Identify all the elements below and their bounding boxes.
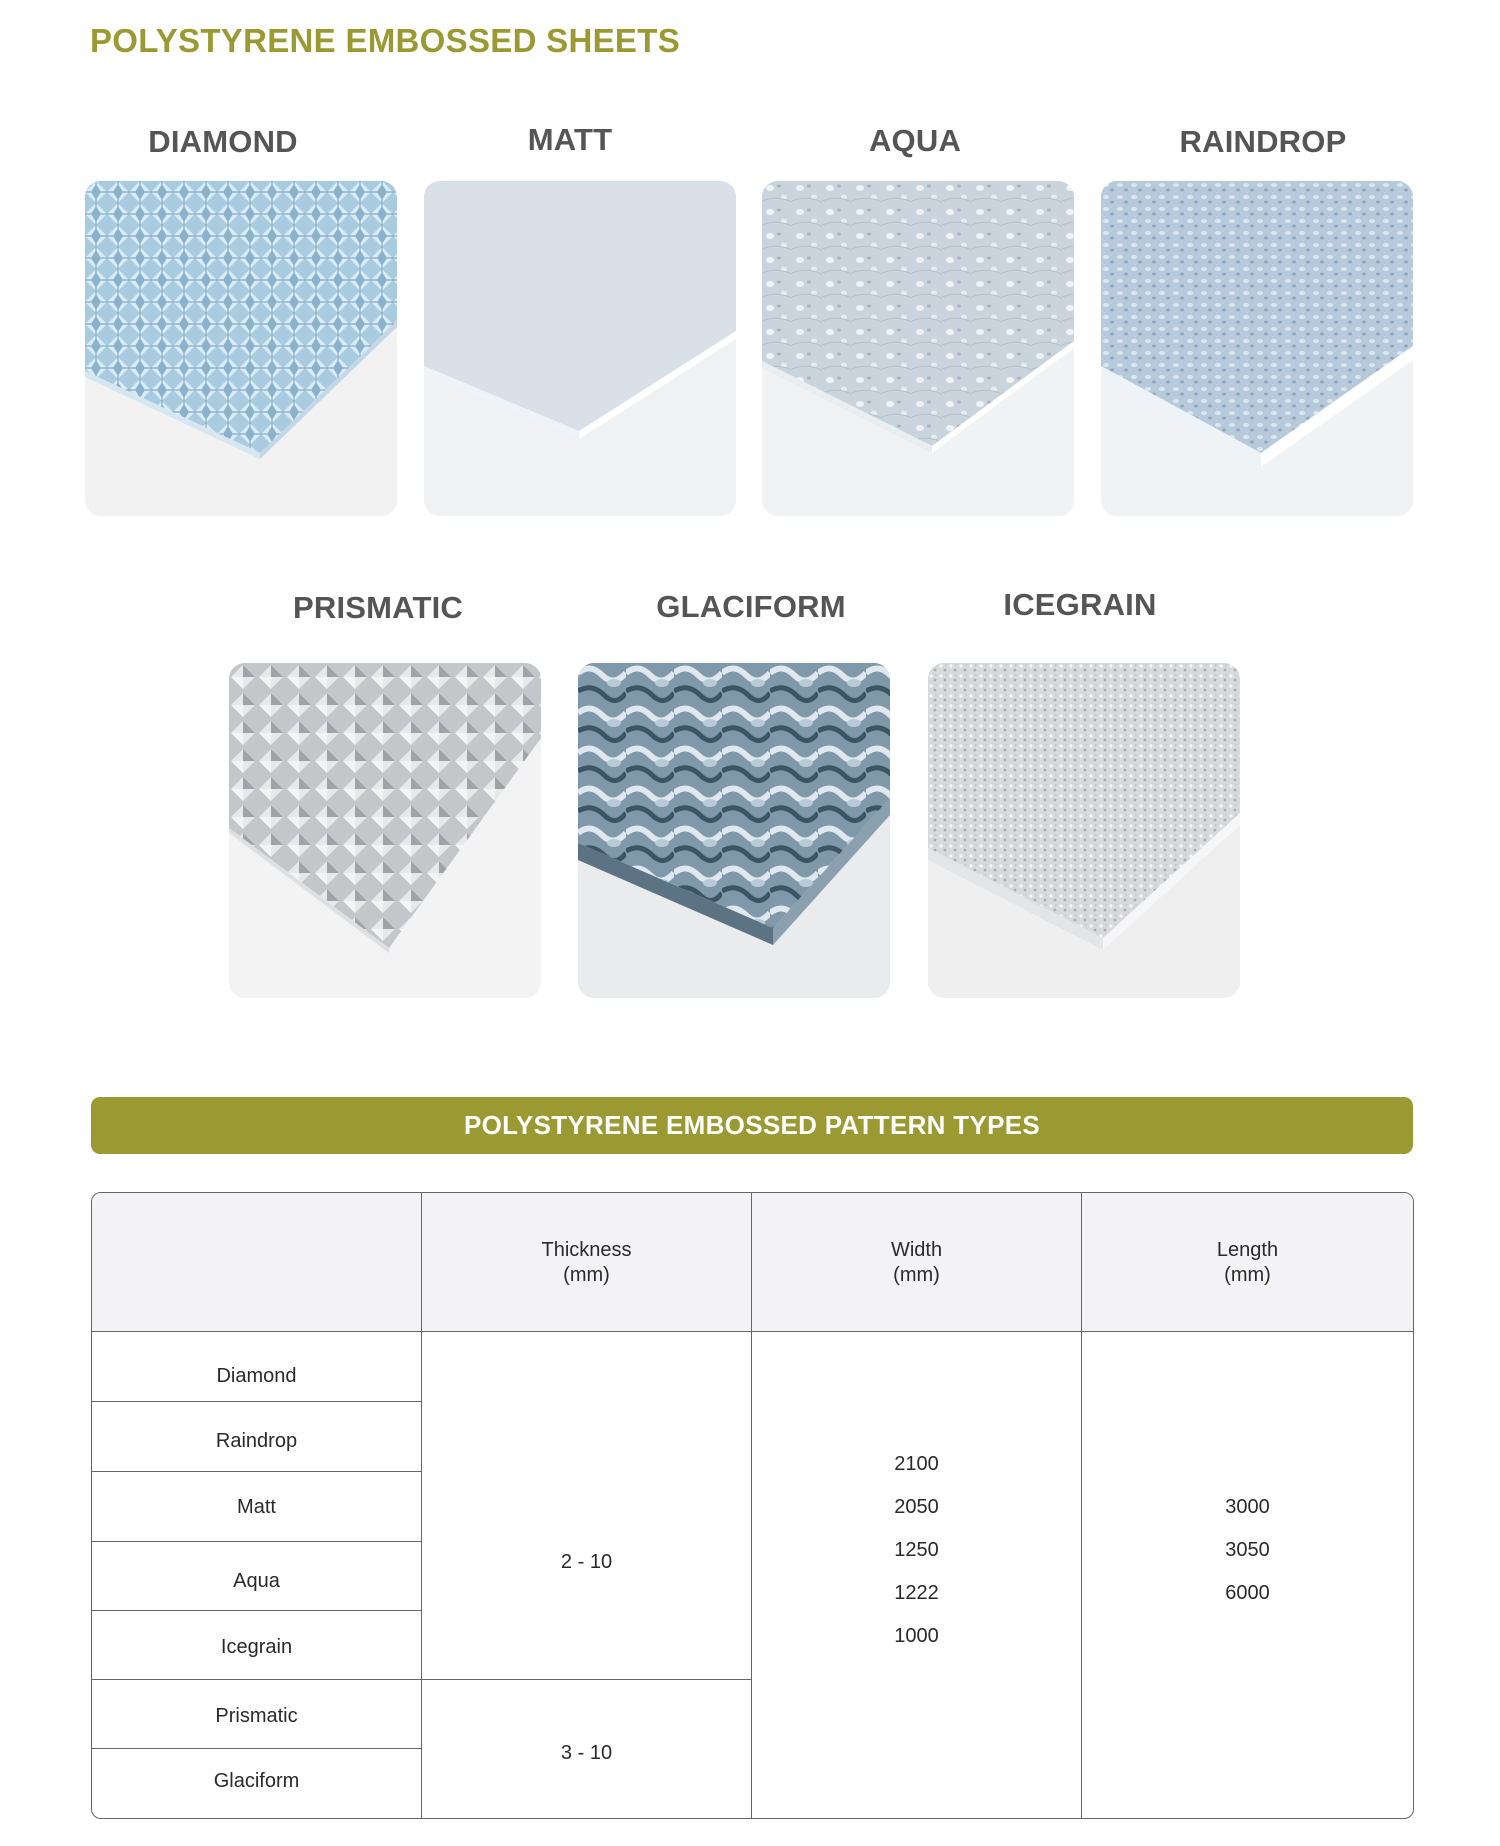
label-raindrop: RAINDROP [1179, 124, 1347, 159]
spec-table [91, 1192, 1414, 1819]
label-icegrain: ICEGRAIN [1003, 587, 1157, 622]
header-thickness-label: Thickness [541, 1239, 632, 1261]
width-values [752, 1443, 1081, 1658]
row-label-raindrop: Raindrop [215, 1430, 298, 1452]
header-width [752, 1238, 1081, 1288]
thickness-group-divider [421, 1679, 751, 1680]
row-label-prismatic: Prismatic [215, 1705, 298, 1727]
length-value: 3000 [1225, 1496, 1270, 1518]
label-diamond: DIAMOND [148, 124, 298, 159]
width-value: 1000 [894, 1625, 939, 1647]
header-length [1082, 1238, 1413, 1288]
diamond-sample-image [85, 181, 397, 516]
page-title: POLYSTYRENE EMBOSSED SHEETS [90, 22, 681, 59]
width-value: 1222 [894, 1582, 939, 1604]
width-value: 2100 [894, 1453, 939, 1475]
header-length-label: Length [1216, 1239, 1279, 1261]
label-matt: MATT [527, 122, 613, 157]
header-thickness [422, 1238, 751, 1288]
label-aqua: AQUA [868, 123, 962, 158]
header-length-unit: (mm) [1224, 1264, 1271, 1286]
length-value: 6000 [1225, 1582, 1270, 1604]
width-value: 1250 [894, 1539, 939, 1561]
row-divider [92, 1679, 421, 1680]
header-width-unit: (mm) [893, 1264, 940, 1286]
section-header-pattern-types: POLYSTYRENE EMBOSSED PATTERN TYPES [91, 1097, 1413, 1154]
header-divider [92, 1331, 1413, 1332]
header-width-label: Width [890, 1239, 943, 1261]
row-divider [92, 1748, 421, 1749]
glaciform-sample-image [578, 663, 890, 998]
row-divider [92, 1471, 421, 1472]
length-values [1082, 1486, 1413, 1615]
row-divider [92, 1401, 421, 1402]
prismatic-sample-image [229, 663, 541, 998]
row-label-icegrain: Icegrain [220, 1636, 293, 1658]
matt-sample-image [424, 181, 736, 516]
icegrain-sample-image [928, 663, 1240, 998]
row-divider [92, 1541, 421, 1542]
row-label-aqua: Aqua [233, 1570, 280, 1592]
row-label-diamond: Diamond [216, 1365, 297, 1387]
length-value: 3050 [1225, 1539, 1270, 1561]
row-label-matt: Matt [237, 1496, 276, 1518]
thickness-value-group-2: 3 - 10 [560, 1742, 613, 1764]
header-thickness-unit: (mm) [563, 1264, 610, 1286]
row-label-glaciform: Glaciform [213, 1770, 300, 1792]
label-prismatic: PRISMATIC [293, 590, 463, 625]
aqua-sample-image [762, 181, 1074, 516]
label-glaciform: GLACIFORM [656, 589, 846, 624]
width-value: 2050 [894, 1496, 939, 1518]
row-divider [92, 1610, 421, 1611]
raindrop-sample-image [1101, 181, 1413, 516]
thickness-value-group-1: 2 - 10 [560, 1551, 613, 1573]
